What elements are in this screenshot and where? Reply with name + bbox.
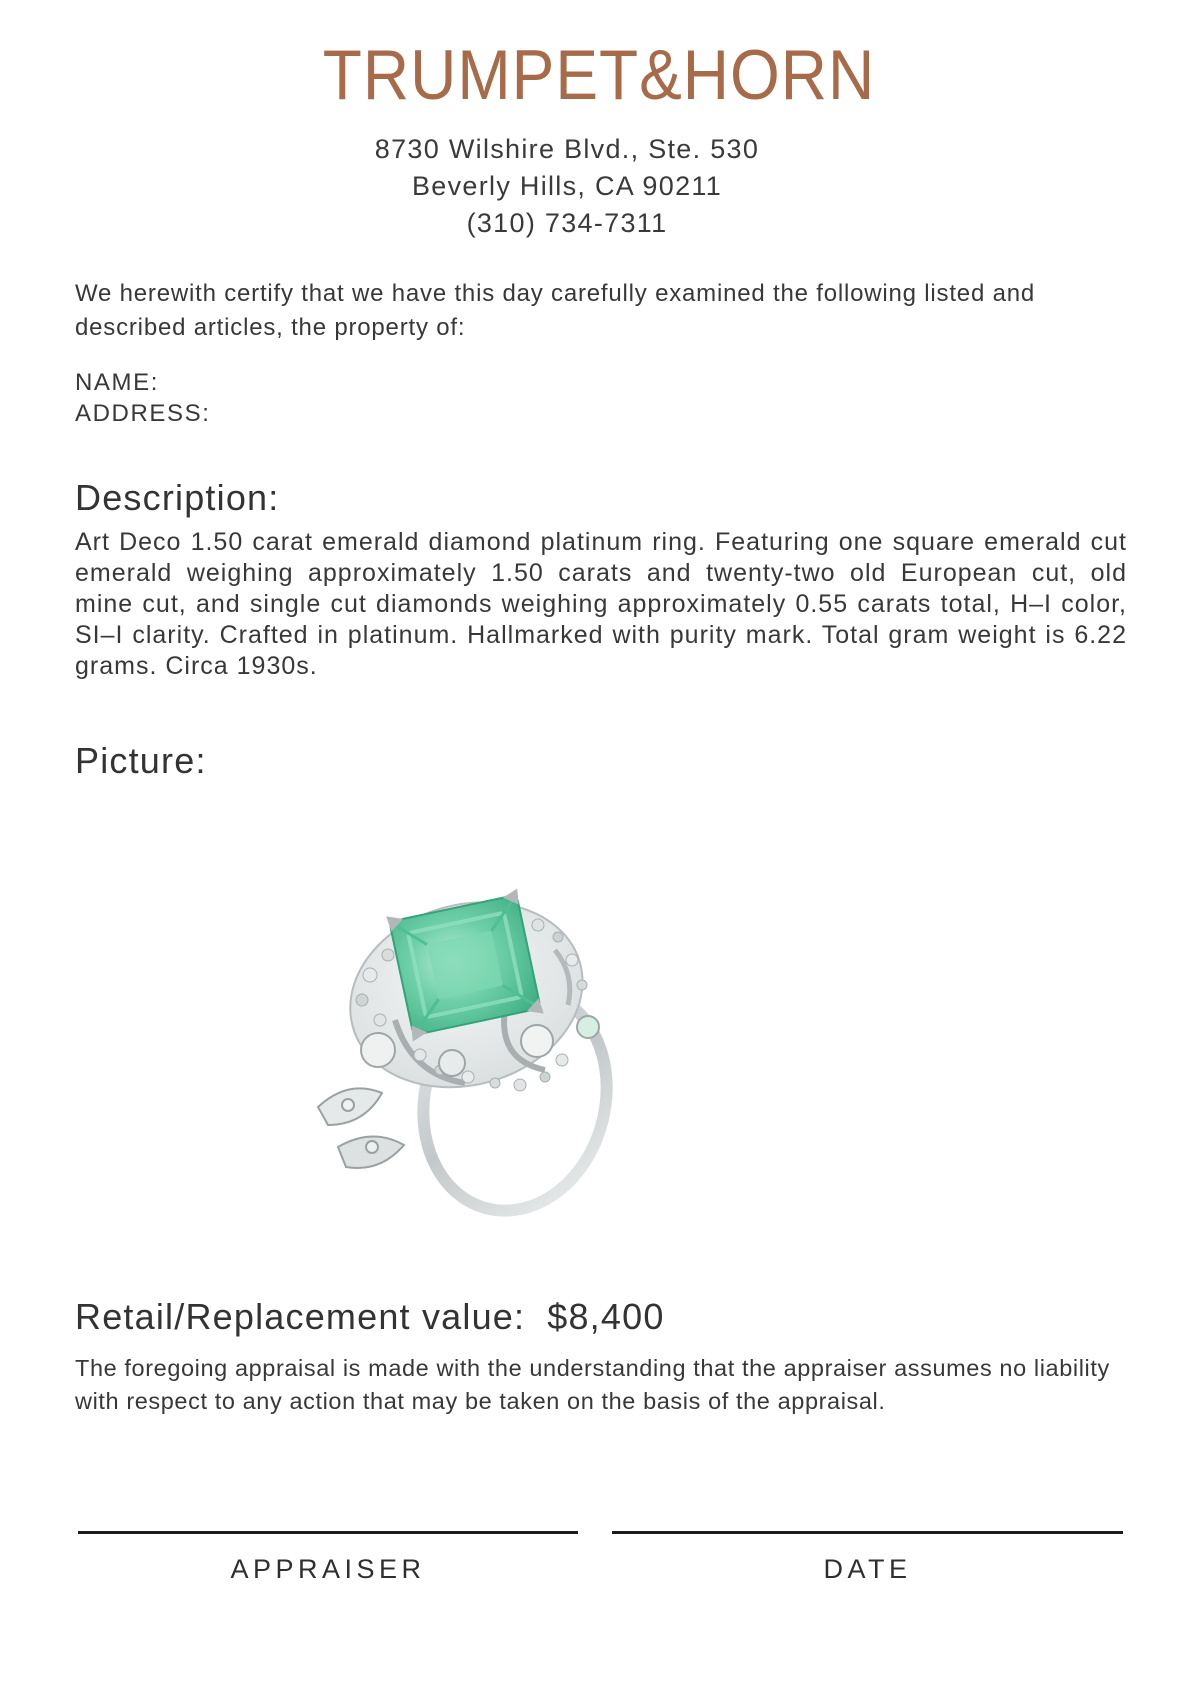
- leaf-details: [318, 1088, 404, 1168]
- valuation-amount: $8,400: [547, 1296, 665, 1337]
- valuation-label: Retail/Replacement value:: [75, 1296, 526, 1337]
- date-label: DATE: [823, 1554, 912, 1584]
- ring-photo: [300, 855, 640, 1235]
- certification-statement: We herewith certify that we have this day carefully examined the following listed and described articles, the property of:: [75, 280, 1036, 341]
- description-heading: Description:: [75, 477, 280, 518]
- address-field-label: ADDRESS:: [75, 400, 211, 427]
- appraiser-signature-line: [78, 1531, 578, 1534]
- date-signature-line: [612, 1531, 1123, 1534]
- company-address-line2: Beverly Hills, CA 90211: [411, 171, 723, 201]
- company-address-line1: 8730 Wilshire Blvd., Ste. 530: [374, 134, 760, 164]
- brand-logo: TRUMPET&HORN: [322, 35, 876, 115]
- picture-heading: Picture:: [75, 740, 207, 781]
- company-phone: (310) 734-7311: [466, 208, 668, 238]
- description-body: Art Deco 1.50 carat emerald diamond platinum ring. Featuring one square emerald cut emerald weighing approximately 1.50 carats and twenty-two old European cut, old mine cut, and single cut diamonds weighing approximately 0.55 carats total, H–I color, SI–I clarity. Crafted in platinum. Hallmarked with purity mark. Total gram weight is 6.22 grams. Circa 1930s.: [75, 528, 1127, 680]
- valuation-disclaimer: The foregoing appraisal is made with the understanding that the appraiser assumes no liability with respect to any action that may be taken on the basis of the appraisal.: [75, 1355, 1110, 1414]
- ring-illustration: [300, 855, 640, 1235]
- appraiser-label: APPRAISER: [230, 1554, 426, 1584]
- company-address-block: [0, 131, 1134, 242]
- name-field-label: NAME:: [75, 369, 160, 396]
- valuation-heading: [75, 1296, 665, 1338]
